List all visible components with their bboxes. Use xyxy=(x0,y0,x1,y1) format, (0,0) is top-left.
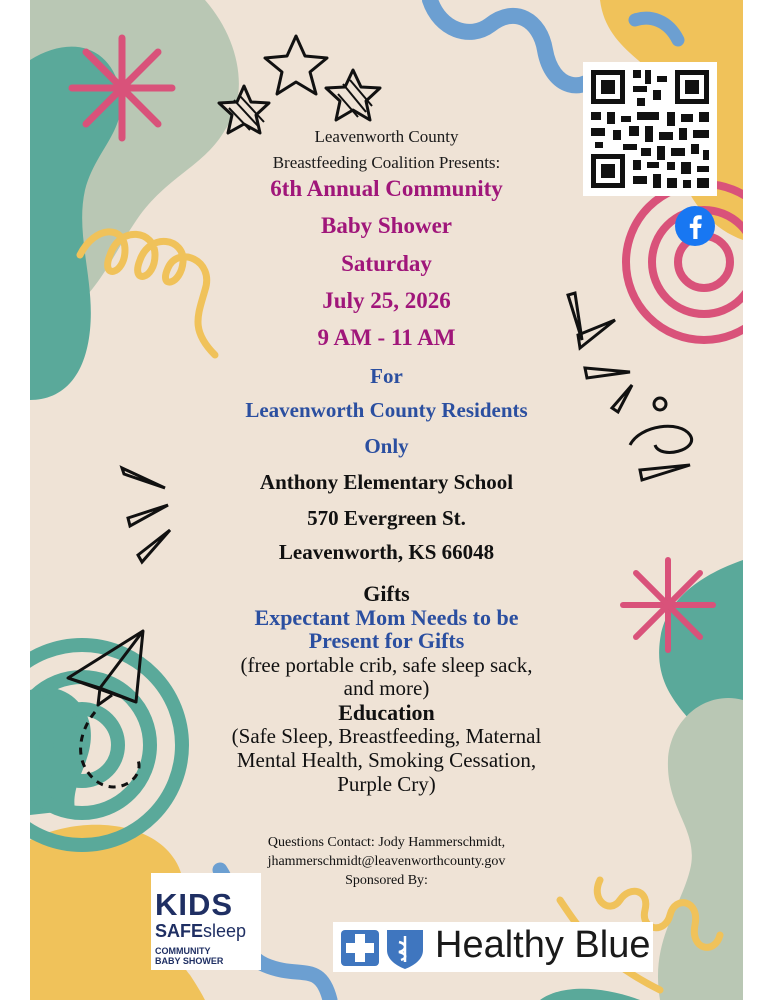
gifts-items-line-1: (free portable crib, safe sleep sack, xyxy=(240,653,533,677)
gifts-heading: Gifts xyxy=(363,581,410,606)
event-time: 9 AM - 11 AM xyxy=(317,325,456,350)
education-line-3: Purple Cry) xyxy=(337,772,436,796)
presenter-line-1: Leavenworth County xyxy=(314,127,459,146)
bcbs-cross-shield-icon xyxy=(333,922,433,972)
event-date: July 25, 2026 xyxy=(322,288,451,313)
event-title-line-2: Baby Shower xyxy=(321,213,452,238)
location-name: Anthony Elementary School xyxy=(259,470,514,494)
contact-line-1: Questions Contact: Jody Hammerschmidt, xyxy=(267,835,506,850)
eligibility-line-3: Only xyxy=(364,434,409,458)
gifts-note-line-2: Present for Gifts xyxy=(308,628,465,653)
education-heading: Education xyxy=(338,700,435,725)
healthy-blue-logo-text: Healthy Blue xyxy=(435,924,651,966)
education-line-1: (Safe Sleep, Breastfeeding, Maternal xyxy=(231,724,542,748)
gifts-items-line-2: and more) xyxy=(343,676,430,700)
presenter-line-2: Breastfeeding Coalition Presents: xyxy=(272,153,501,172)
contact-email[interactable]: jhammerschmidt@leavenworthcounty.gov xyxy=(267,854,506,869)
community-baby-shower-logo-text: COMMUNITY BABY SHOWER xyxy=(155,946,224,966)
healthy-blue-logo xyxy=(333,922,653,972)
location-city: Leavenworth, KS 66048 xyxy=(278,540,495,564)
eligibility-line-2: Leavenworth County Residents xyxy=(245,398,528,422)
safe-sleep-logo-text: SAFEsleep xyxy=(155,921,247,941)
event-title-line-1: 6th Annual Community xyxy=(270,176,503,201)
sponsored-by-label: Sponsored By: xyxy=(345,873,428,888)
education-line-2: Mental Health, Smoking Cessation, xyxy=(236,748,537,772)
gifts-note-line-1: Expectant Mom Needs to be xyxy=(254,605,519,630)
location-street: 570 Evergreen St. xyxy=(307,506,466,530)
event-day: Saturday xyxy=(341,251,432,276)
eligibility-line-1: For xyxy=(370,364,403,388)
kids-logo-text: KIDS xyxy=(155,887,234,922)
